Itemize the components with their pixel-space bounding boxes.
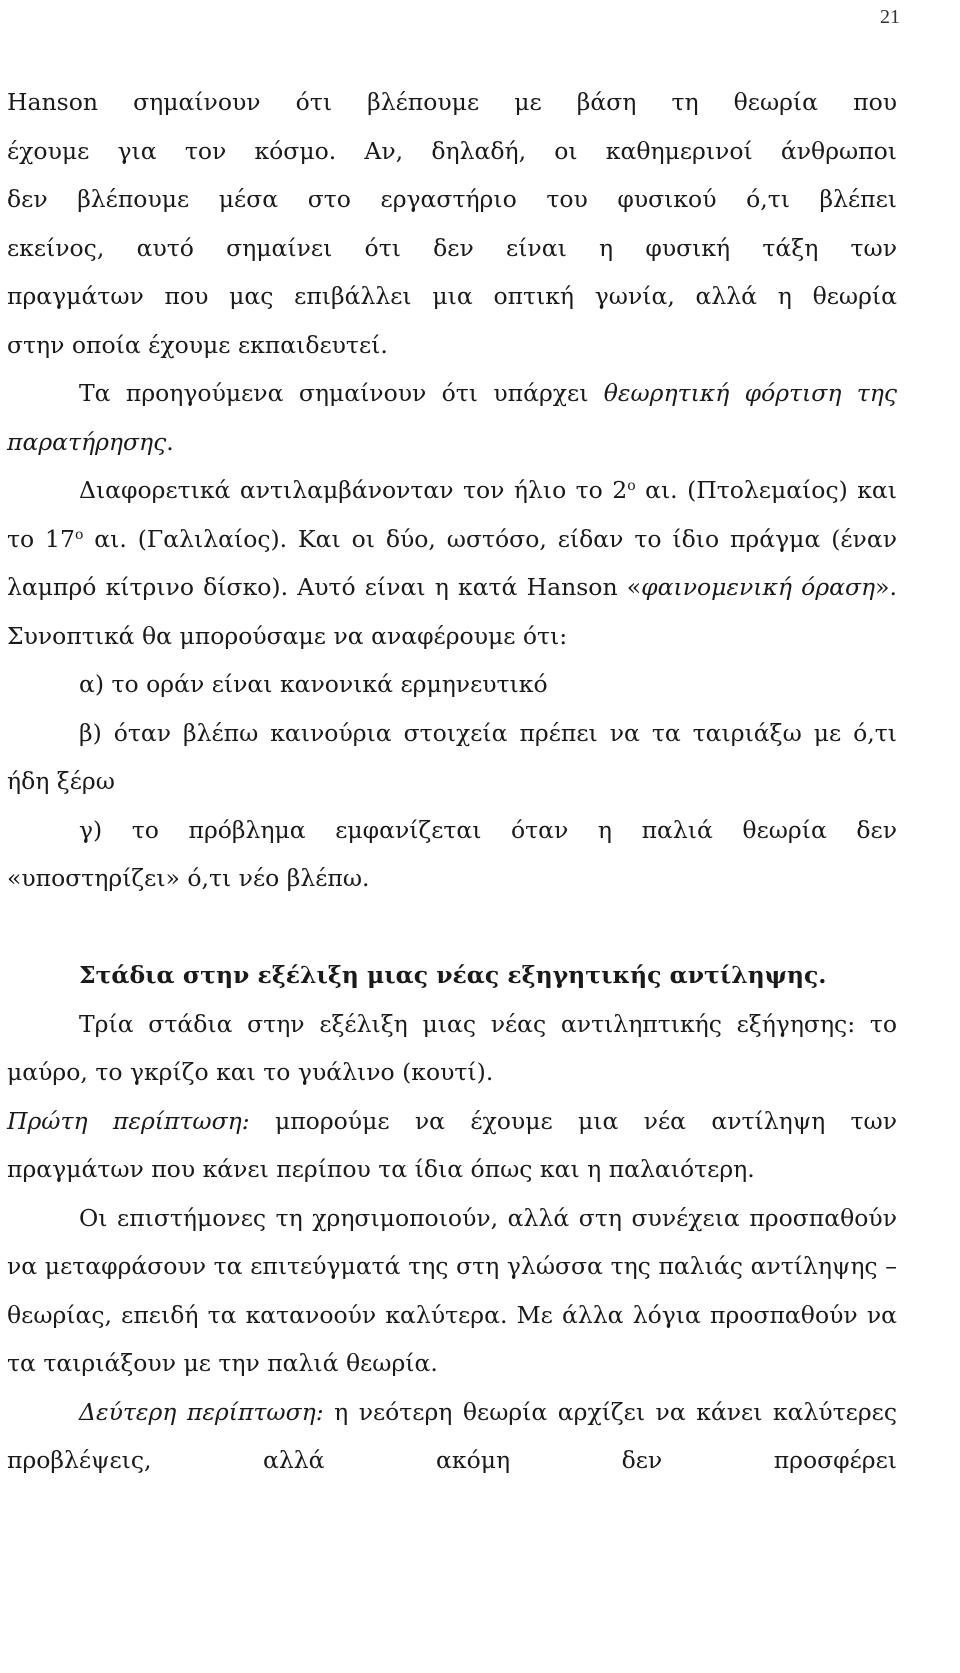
paragraph-hanson-line-5: πραγμάτων που μας επιβάλλει μια οπτική γωνία, αλλά η θεωρία — [7, 282, 897, 310]
paragraph-scientists: Οι επιστήμονες τη χρησιμοποιούν, αλλά στη συνέχεια προσπαθούν να μεταφράσουν τα επιτεύγματά της στη γλώσσα της παλιάς αντίληψης – θεωρίας, επειδή τα κατανοούν καλύτερα. Με άλλα λόγια προσπαθούν να τα ταιριάξουν με την παλιά θεωρία. — [7, 1203, 897, 1377]
theory-loading-term: θεωρητική φόρτιση της παρατήρησης — [7, 379, 897, 456]
list-item-a: α) το οράν είναι κανονικά ερμηνευτικό — [79, 670, 548, 698]
page-number: 21 — [880, 6, 900, 28]
sun-text-a: Διαφορετικά αντιλαμβάνονταν τον ήλιο το 2 — [79, 476, 628, 504]
paragraph-hanson-line-4: εκείνος, αυτό σημαίνει ότι δεν είναι η φυσική τάξη των — [7, 233, 897, 262]
paragraph-hanson-line-3: δεν βλέπουμε μέσα στο εργαστήριο του φυσικού ό,τι βλέπει — [7, 185, 897, 213]
second-case-text: η νεότερη θεωρία αρχίζει να κάνει καλύτερες προβλέψεις, αλλά ακόμη δεν προσφέρει — [7, 1397, 897, 1474]
first-case-label: Πρώτη περίπτωση: — [7, 1106, 250, 1135]
paragraph-hanson-line-2: έχουμε για τον κόσμο. Αν, δηλαδή, οι καθημερινοί άνθρωποι — [7, 136, 897, 165]
page-body — [7, 78, 897, 1485]
list-item-c: γ) το πρόβλημα εμφανίζεται όταν η παλιά θεωρία δεν «υποστηρίζει» ό,τι νέο βλέπω. — [7, 815, 897, 892]
paragraph-three-stages: Τρία στάδια στην εξέλιξη μιας νέας αντιληπτικής εξήγησης: το μαύρο, το γκρίζο και το γυάλινο (κουτί). — [7, 1009, 897, 1086]
paragraph-sun-example — [7, 466, 897, 660]
paragraph-theory-loading — [7, 369, 897, 466]
list-item-b: β) όταν βλέπω καινούρια στοιχεία πρέπει να τα ταιριάξω με ό,τι ήδη ξέρω — [7, 718, 897, 795]
sun-text-b: αι. (Πτολεμαίος) και το 17 — [7, 476, 897, 553]
paragraph-first-case — [7, 1097, 897, 1194]
sun-text-e: ». Συνοπτικά θα μπορούσαμε να αναφέρουμε ότι: — [7, 573, 897, 650]
section-spacer — [7, 903, 897, 952]
sun-text-c: αι. (Γαλιλαίος). Και οι δύο, ωστόσο, είδαν το ίδιο πράγμα (έναν λαμπρό κίτρινο δίσκο). Αυτό είναι η κατά Hanson « — [7, 524, 897, 601]
paragraph-hanson-line-6: στην οποία έχουμε εκπαιδευτεί. — [7, 330, 388, 359]
theory-loading-end: . — [166, 427, 174, 456]
theory-loading-text: Τα προηγούμενα σημαίνουν ότι υπάρχει — [79, 379, 604, 407]
superscript-o-1: ο — [627, 478, 636, 494]
paragraph-second-case — [7, 1388, 897, 1485]
paragraph-hanson-line-1: Hanson σημαίνουν ότι βλέπουμε με βάση τη θεωρία που — [7, 88, 897, 116]
second-case-label: Δεύτερη περίπτωση: — [79, 1397, 324, 1426]
superscript-o-2: ο — [74, 526, 84, 543]
first-case-text: μπορούμε να έχουμε μια νέα αντίληψη των πραγμάτων που κάνει περίπου τα ίδια όπως και η παλαιότερη. — [7, 1106, 897, 1183]
phenomenal-vision-term: φαινομενική όραση — [641, 573, 876, 601]
section-heading: Στάδια στην εξέλιξη μιας νέας εξηγητικής αντίληψης. — [79, 961, 827, 989]
